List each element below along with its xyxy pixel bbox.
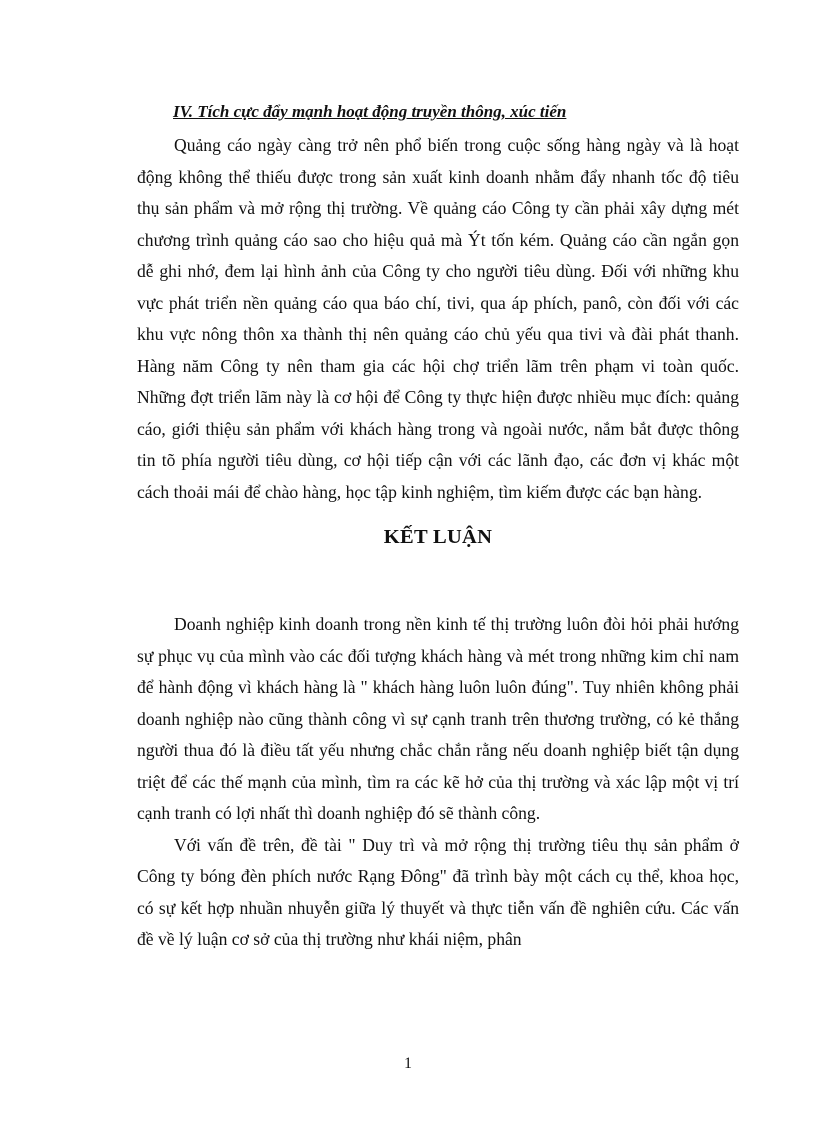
page-content bbox=[137, 100, 739, 956]
conclusion-paragraph-2: Với vấn đề trên, đề tài " Duy trì và mở rộng thị trường tiêu thụ sản phẩm ở Công ty bóng đèn phích nước Rạng Đông" đã trình bày một cách cụ thể, khoa học, có sự kết hợp nhuần nhuyễn giữa lý thuyết và thực tiễn vấn đề nghiên cứu. Các vấn đề về lý luận cơ sở của thị trường như khái niệm, phân bbox=[137, 834, 739, 949]
section-heading: IV. Tích cực đẩy mạnh hoạt động truyền thông, xúc tiến bbox=[173, 102, 567, 121]
page-number: 1 bbox=[404, 1055, 412, 1072]
section-paragraph: Quảng cáo ngày càng trở nên phổ biến trong cuộc sống hàng ngày và là hoạt động không thể thiếu được trong sản xuất kinh doanh nhằm đẩy nhanh tốc độ tiêu thụ sản phẩm và mở rộng thị trường. Về quảng cáo Công ty cần phải xây dựng mét chương trình quảng cáo sao cho hiệu quả mà Ýt tốn kém. Quảng cáo cần ngắn gọn dễ ghi nhớ, đem lại hình ảnh của Công ty cho người tiêu dùng. Đối với những khu vực phát triển nền quảng cáo qua báo chí, tivi, qua áp phích, panô, còn đối với các khu vực nông thôn xa thành thị nên quảng cáo chủ yếu qua tivi và đài phát thanh. Hàng năm Công ty nên tham gia các hội chợ triển lãm trên phạm vi toàn quốc. Những đợt triển lãm này là cơ hội để Công ty thực hiện được nhiều mục đích: quảng cáo, giới thiệu sản phẩm với khách hàng trong và ngoài nước, nắm bắt được thông tin tõ phía người tiêu dùng, cơ hội tiếp cận với các lãnh đạo, các đơn vị khác một cách thoải mái để chào hàng, học tập kinh nghiệm, tìm kiếm được các bạn hàng. bbox=[137, 135, 739, 502]
conclusion-title: KẾT LUẬN bbox=[383, 526, 493, 548]
conclusion-paragraph-1: Doanh nghiệp kinh doanh trong nền kinh tế thị trường luôn đòi hỏi phải hướng sự phục vụ của mình vào các đối tượng khách hàng và mét trong những kim chỉ nam để hành động vì khách hàng là " khách hàng luôn luôn đúng". Tuy nhiên không phải doanh nghiệp nào cũng thành công vì sự cạnh tranh trên thương trường, có kẻ thắng người thua đó là điều tất yếu nhưng chắc chắn rằng nếu doanh nghiệp biết tận dụng triệt để các thế mạnh của mình, tìm ra các kẽ hở của thị trường và xác lập một vị trí cạnh tranh có lợi nhất thì doanh nghiệp đó sẽ thành công. bbox=[137, 614, 739, 823]
